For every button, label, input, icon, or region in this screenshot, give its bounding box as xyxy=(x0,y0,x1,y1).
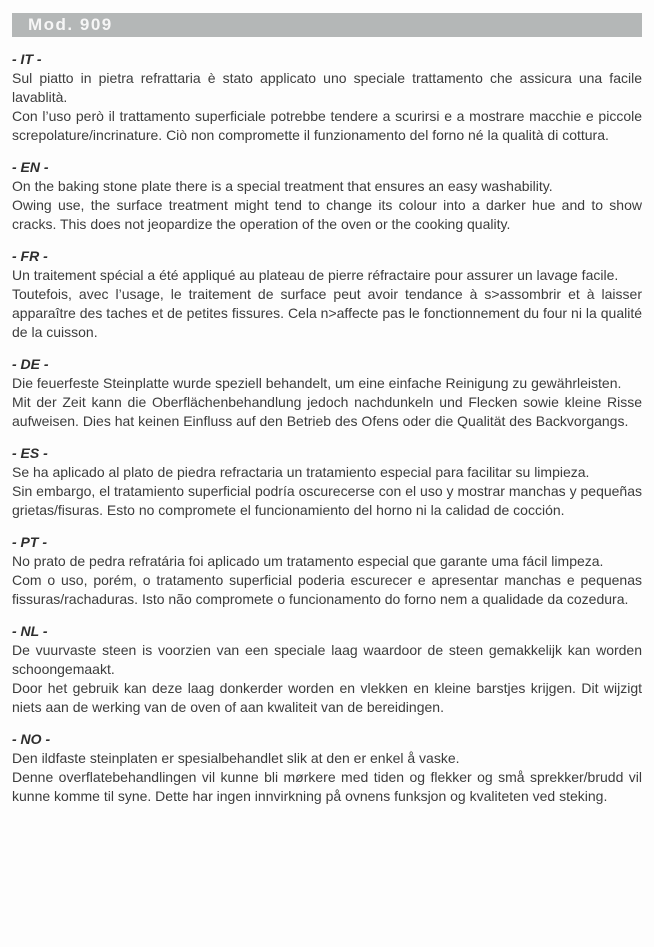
paragraph: No prato de pedra refratária foi aplicado um tratamento especial que garante uma fácil limpeza. xyxy=(12,553,604,569)
paragraph: Mit der Zeit kann die Oberflächenbehandlung jedoch nachdunkeln und Flecken sowie kleine Risse aufweisen. Dies hat keinen Einfluss auf den Betrieb des Ofens oder die Qualität des Backvorgangs. xyxy=(12,394,642,429)
language-heading-fr: - FR - xyxy=(12,248,48,264)
section-de xyxy=(12,355,642,431)
section-it xyxy=(12,50,642,145)
section-fr xyxy=(12,247,642,342)
paragraph: Door het gebruik kan deze laag donkerder worden en vlekken en kleine barstjes krijgen. Dit wijzigt niets aan de werking van de oven of aan kwaliteit van de bereidingen. xyxy=(12,680,642,715)
language-heading-no: - NO - xyxy=(12,731,51,747)
paragraph: Die feuerfeste Steinplatte wurde speziell behandelt, um eine einfache Reinigung zu gewährleisten. xyxy=(12,375,622,391)
paragraph: Com o uso, porém, o tratamento superficial poderia escurecer e apresentar manchas e pequenas fissuras/rachaduras. Isto não compromete o funcionamento do forno nem a qualidade da cozedura. xyxy=(12,572,642,607)
paragraph: Sul piatto in pietra refrattaria è stato applicato uno speciale trattamento che assicura una facile lavablità. xyxy=(12,70,642,105)
paragraph: Denne overflatebehandlingen vil kunne bli mørkere med tiden og flekker og små sprekker/brudd vil kunne komme til syne. Dette har ingen innvirkning på ovnens funksjon og kvaliteten ved steking. xyxy=(12,769,642,804)
model-title: Mod. 909 xyxy=(28,15,113,34)
language-heading-es: - ES - xyxy=(12,445,48,461)
paragraph: Se ha aplicado al plato de piedra refractaria un tratamiento especial para facilitar su limpieza. xyxy=(12,464,590,480)
paragraph: On the baking stone plate there is a special treatment that ensures an easy washability. xyxy=(12,178,553,194)
paragraph: Sin embargo, el tratamiento superficial podría oscurecerse con el uso y mostrar manchas y pequeñas grietas/fisuras. Esto no compromete el funcionamiento del horno ni la calidad de cocción. xyxy=(12,483,642,518)
language-heading-nl: - NL - xyxy=(12,623,48,639)
section-no xyxy=(12,730,642,806)
paragraph: Un traitement spécial a été appliqué au plateau de pierre réfractaire pour assurer un lavage facile. xyxy=(12,267,619,283)
section-pt xyxy=(12,533,642,609)
section-en xyxy=(12,158,642,234)
paragraph: Den ildfaste steinplaten er spesialbehandlet slik at den er enkel å vaske. xyxy=(12,750,460,766)
paragraph: Owing use, the surface treatment might tend to change its colour into a darker hue and to show cracks. This does not jeopardize the operation of the oven or the cooking quality. xyxy=(12,197,642,232)
language-heading-pt: - PT - xyxy=(12,534,47,550)
section-nl xyxy=(12,622,642,717)
language-heading-it: - IT - xyxy=(12,51,42,67)
paragraph: Toutefois, avec l’usage, le traitement de surface peut avoir tendance à s>assombrir et à laisser apparaître des taches et de petites fissures. Cela n>affecte pas le fonctionnement du four ni la qualité de la cuisson. xyxy=(12,286,642,340)
section-es xyxy=(12,444,642,520)
paragraph: Con l’uso però il trattamento superficiale potrebbe tendere a scurirsi e a mostrare macchie e piccole screpolature/incrinature. Ciò non compromette il funzionamento del forno né la qualità di cottura. xyxy=(12,108,642,143)
model-header-bar xyxy=(12,13,642,37)
language-heading-de: - DE - xyxy=(12,356,49,372)
paragraph: De vuurvaste steen is voorzien van een speciale laag waardoor de steen gemakkelijk kan worden schoongemaakt. xyxy=(12,642,642,677)
language-heading-en: - EN - xyxy=(12,159,49,175)
